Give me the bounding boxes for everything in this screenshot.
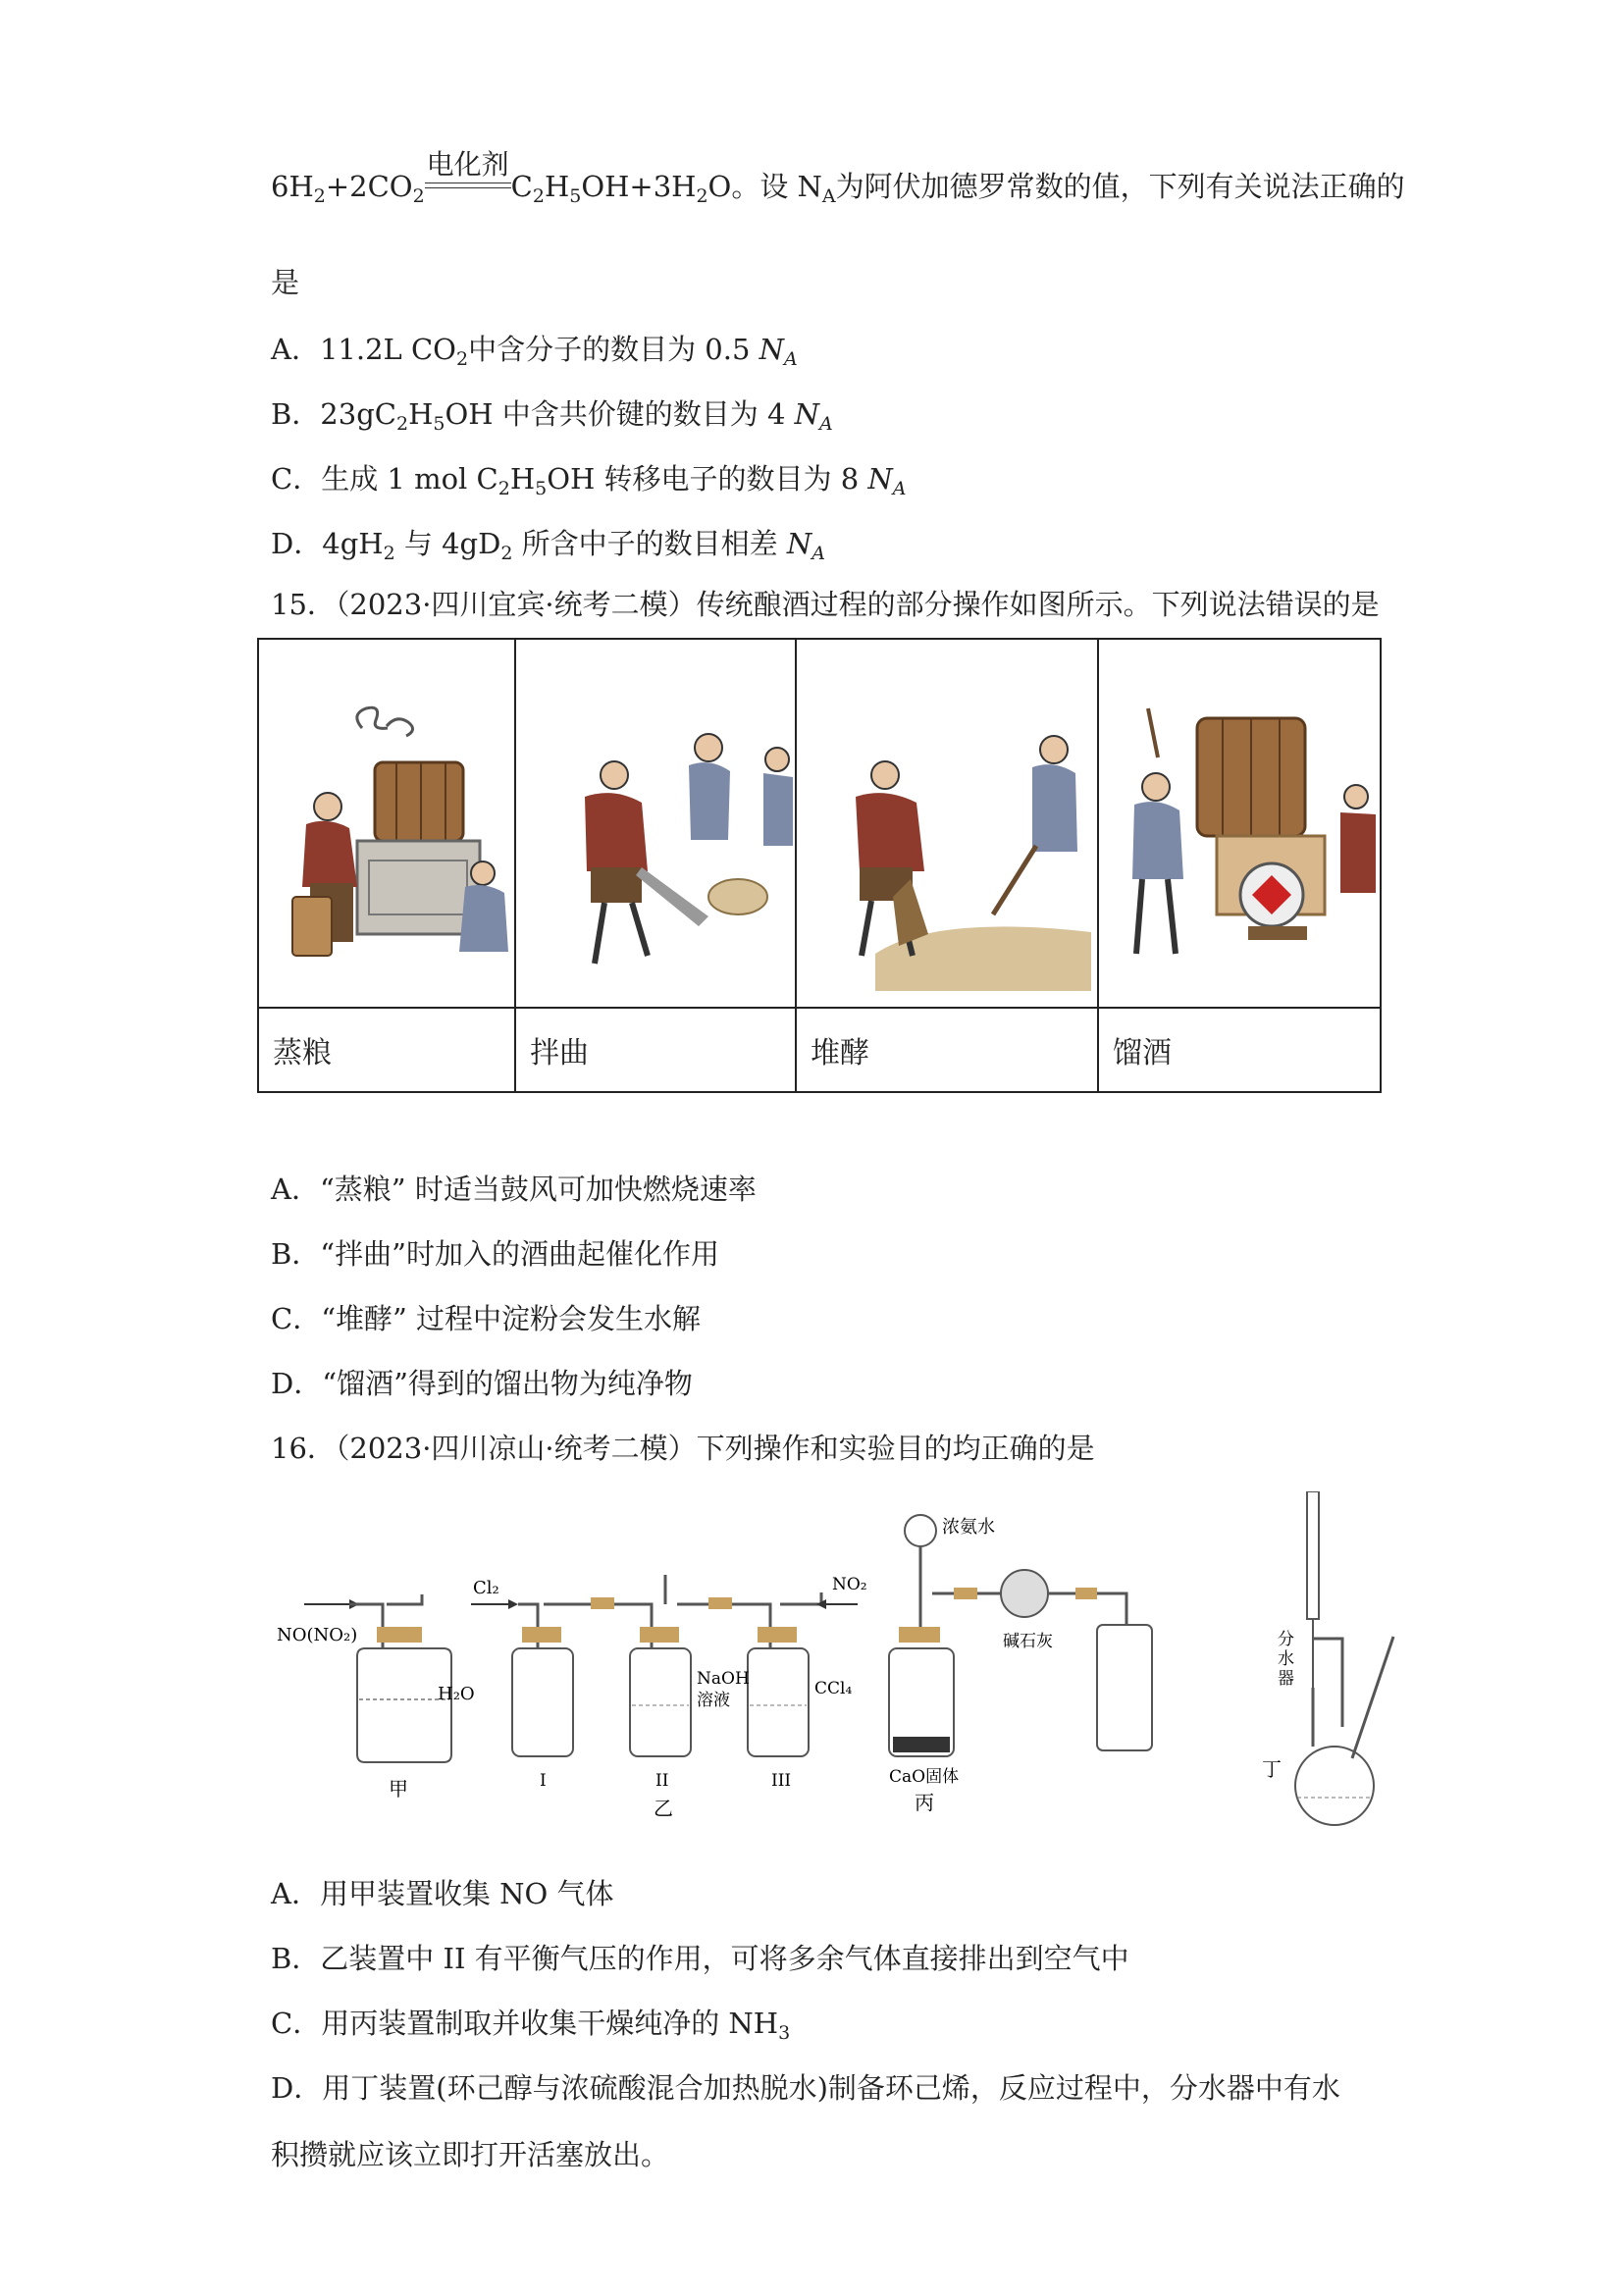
yi-naoh-label: NaOH	[697, 1669, 750, 1689]
q15-stem: 15．（2023·四川宜宾·统考二模）传统酿酒过程的部分操作如图所示。下列说法错误的是	[271, 588, 1380, 621]
ding-separator-label-1: 分	[1278, 1630, 1294, 1649]
q16-option-a: A．用甲装置收集 NO 气体	[271, 1877, 614, 1910]
yi-bottle-iii: III	[771, 1771, 792, 1791]
stage-label-fermenting: 堆酵	[796, 1008, 1098, 1092]
q14-option-d: D．$4gH_2$ 与 $4gD_2$ 所含中子的数目相差 $N_A$	[271, 527, 825, 564]
yi-no2-label: NO₂	[832, 1575, 867, 1594]
reaction-arrow	[425, 148, 511, 206]
apparatus-yi	[471, 1575, 867, 1820]
q15-option-d: D．“馏酒”得到的馏出物为纯净物	[271, 1367, 693, 1400]
apparatus-jia	[277, 1594, 475, 1800]
stage-label-distilling: 馏酒	[1098, 1008, 1381, 1092]
stage-label-mixing: 拌曲	[515, 1008, 796, 1092]
jia-name: 甲	[389, 1777, 408, 1800]
bing-ammonia-label: 浓氨水	[942, 1517, 995, 1538]
q14-option-c: C．生成 1 mol $C_2H_5OH$ 转移电子的数目为 8 $N_A$	[271, 462, 907, 499]
brewing-steps-table	[257, 638, 1382, 1093]
q16-option-d-line1: D．用丁装置(环己醇与浓硫酸混合加热脱水)制备环己烯，反应过程中，分水器中有水	[271, 2071, 1340, 2105]
fermenting-illustration	[796, 639, 1098, 1008]
q16-option-b: B．乙装置中 II 有平衡气压的作用，可将多余气体直接排出到空气中	[271, 1942, 1129, 1975]
yi-solution-label: 溶液	[697, 1691, 730, 1710]
q16-option-c: C．用丙装置制取并收集干燥纯净的 $NH_3$	[271, 2007, 791, 2044]
yi-name: 乙	[654, 1797, 673, 1820]
jia-liquid-label: H₂O	[438, 1684, 475, 1704]
bing-soda-lime-label: 碱石灰	[1003, 1632, 1053, 1651]
bing-name: 丙	[915, 1791, 934, 1814]
stage-label-steaming: 蒸粮	[258, 1008, 515, 1092]
ding-separator-label-3: 器	[1278, 1669, 1294, 1689]
q16-option-d-line2: 积攒就应该立即打开活塞放出。	[271, 2138, 670, 2171]
jia-gas-label: NO(NO₂)	[277, 1625, 358, 1645]
distilling-illustration	[1098, 639, 1381, 1008]
ding-name: 丁	[1262, 1757, 1282, 1781]
intro-continuation: 是	[271, 266, 300, 299]
q15-option-a: A．“蒸粮” 时适当鼓风可加快燃烧速率	[271, 1173, 757, 1206]
apparatus-ding	[1262, 1491, 1393, 1825]
bing-cao-label: CaO固体	[889, 1767, 960, 1787]
yi-gas-label: Cl₂	[473, 1578, 499, 1598]
yi-ccl4-label: CCl₄	[814, 1679, 853, 1698]
apparatus-figure	[265, 1491, 1423, 1845]
q14-option-b: B．$23gC_2H_5OH$ 中含共价键的数目为 4 $N_A$	[271, 397, 833, 435]
yi-bottle-ii: II	[655, 1771, 669, 1791]
apparatus-bing	[889, 1515, 1152, 1814]
yi-bottle-i: I	[540, 1771, 547, 1791]
catalyst-label: 电化剂	[426, 148, 509, 181]
q15-option-c: C．“堆酵” 过程中淀粉会发生水解	[271, 1302, 702, 1335]
mixing-illustration	[515, 639, 796, 1008]
steaming-illustration	[258, 639, 515, 1008]
ding-separator-label-2: 水	[1278, 1649, 1294, 1669]
q14-option-a: A．11.2L $CO_2$中含分子的数目为 0.5 $N_A$	[271, 333, 798, 370]
intro-equation: $6H_2+2CO_2$ 电化剂 $C_2H_5OH+3H_2O$。设 $N_A$为阿伏加德罗常数的值，下列有关说法正确的	[271, 167, 1405, 206]
q16-stem: 16．（2023·四川凉山·统考二模）下列操作和实验目的均正确的是	[271, 1432, 1095, 1465]
q15-option-b: B．“拌曲”时加入的酒曲起催化作用	[271, 1237, 719, 1271]
